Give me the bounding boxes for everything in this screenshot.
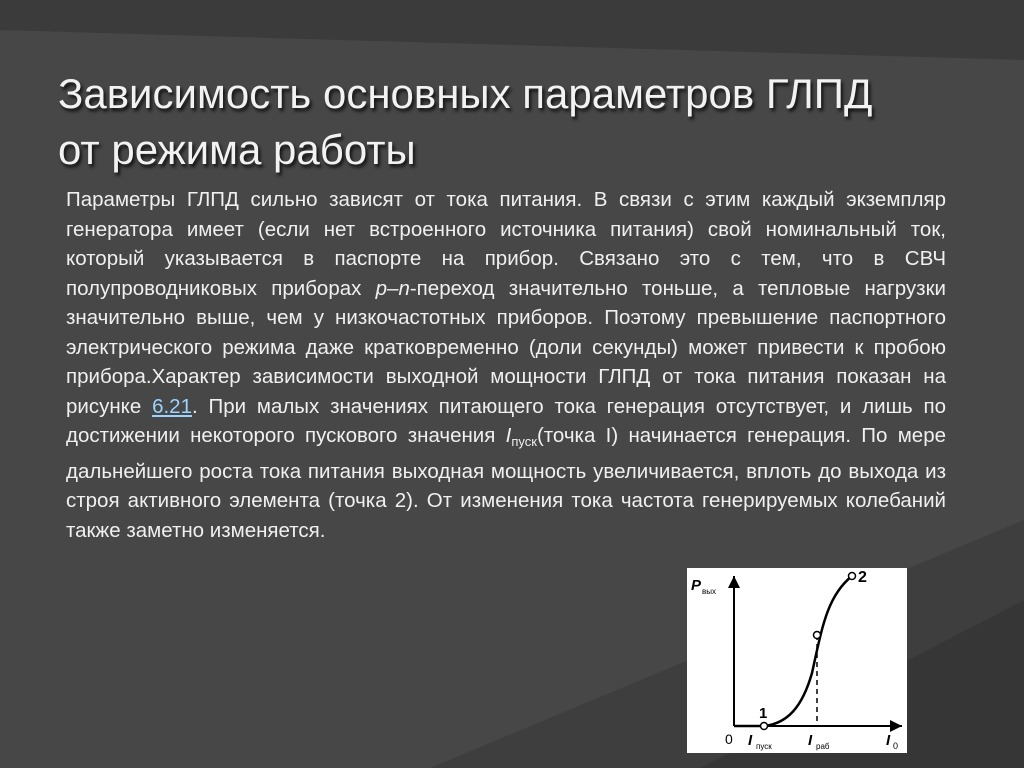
current-symbol: I [505, 424, 512, 447]
x-axis-symbol: I [886, 732, 891, 749]
figure-svg [687, 568, 907, 753]
pn-junction-text: p–n [375, 276, 410, 300]
title-line-2: от режима работы [58, 126, 416, 173]
point-2-label: 2 [858, 569, 867, 586]
body-text-part-3: . При малых значениях питающего тока генерация отсутствует, и лишь по достижении некоторого пускового значения [66, 394, 946, 447]
origin-label: 0 [725, 731, 733, 747]
point-1-marker [761, 723, 768, 730]
operating-point-marker [814, 632, 821, 639]
title-line-1: Зависимость основных параметров ГЛПД [58, 70, 873, 117]
point-1-label: 1 [759, 705, 768, 722]
y-axis-symbol: P [691, 577, 702, 594]
body-text-part-4: (точка I) начинается генерация. По мере дальнейшего роста тока питания выходная мощность увеличивается, вплоть до выхода из строя активного элемента (точка 2). От изменения тока частота генерируемых колебаний также заметно изменяется. [66, 424, 946, 542]
power-curve [734, 576, 852, 726]
figure-link[interactable]: 6.21 [152, 394, 192, 418]
tick-work-subscript: раб [816, 742, 830, 751]
x-axis-subscript: 0 [893, 741, 899, 751]
body-text-part-2: -переход значительно тоньше, а тепловые нагрузки значительно выше, чем у низкочастотных приборов. Поэтому превышение паспортного электрического режима даже кратковременно (доли секунды) может привести к пробою прибора.Характер зависимости выходной мощности ГЛПД от тока питания показан на рисунке [66, 276, 946, 418]
power-current-figure [687, 568, 907, 753]
tick-start-subscript: пуск [756, 742, 772, 751]
slide-title [58, 66, 958, 178]
body-text-part-1: Параметры ГЛПД сильно зависят от тока питания. В связи с этим каждый экземпляр генератора имеет (если нет встроенного источника питания) свой номинальный ток, который указывается в паспорте на прибор. Связано это с тем, что в СВЧ полупроводниковых приборах [66, 188, 946, 300]
current-subscript: пуск [511, 434, 537, 449]
y-axis-subscript: вых [702, 587, 716, 596]
point-2-marker [849, 573, 856, 580]
body-paragraph [66, 185, 946, 545]
tick-work-symbol: I [808, 732, 813, 749]
tick-start-symbol: I [748, 732, 753, 749]
